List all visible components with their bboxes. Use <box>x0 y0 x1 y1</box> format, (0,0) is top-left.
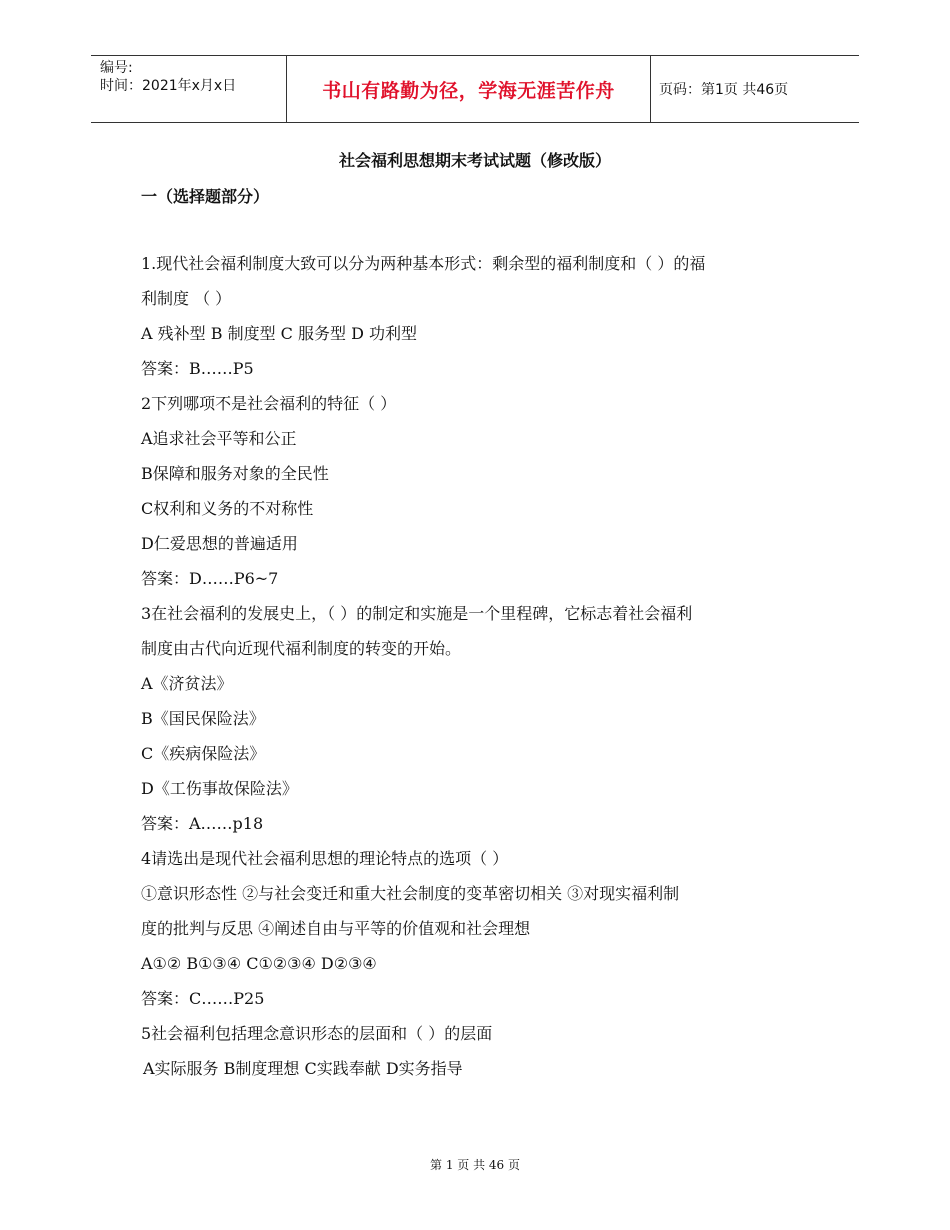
answer-line: 答案：A……p18 <box>141 814 264 833</box>
option-line: A追求社会平等和公正 <box>141 429 297 448</box>
answer-line: 答案：D……P6~7 <box>141 569 279 588</box>
header-page-info: 页码：第1页 共46页 <box>659 82 789 98</box>
option-line: A实际服务 B制度理想 C实践奉献 D实务指导 <box>143 1059 463 1078</box>
text-line: A 残补型 B 制度型 C 服务型 D 功利型 <box>141 324 417 343</box>
document-time-label: 时间：2021年x月x日 <box>100 78 237 94</box>
option-line: A《济贫法》 <box>141 674 233 693</box>
option-line: D《工伤事故保险法》 <box>141 779 298 798</box>
header-motto: 书山有路勤为径，学海无涯苦作舟 <box>322 79 615 102</box>
text-line: 5社会福利包括理念意识形态的层面和（ ）的层面 <box>141 1024 493 1043</box>
header-motto-cell <box>286 56 651 122</box>
option-line: A①② B①③④ C①②③④ D②③④ <box>141 954 377 973</box>
document-title: 社会福利思想期末考试试题（修改版） <box>338 151 611 170</box>
page-header <box>91 55 859 123</box>
option-line: C《疾病保险法》 <box>141 744 266 763</box>
text-line: 4请选出是现代社会福利思想的理论特点的选项（ ） <box>141 849 509 868</box>
text-line: 3在社会福利的发展史上，（ ）的制定和实施是一个里程碑，它标志着社会福利 <box>141 604 693 623</box>
answer-line: 答案：C……P25 <box>141 989 265 1008</box>
text-line: 1.现代社会福利制度大致可以分为两种基本形式：剩余型的福利制度和（ ）的福 <box>141 254 706 273</box>
text-line: 制度由古代向近现代福利制度的转变的开始。 <box>141 639 462 658</box>
option-line: D仁爱思想的普遍适用 <box>141 534 298 553</box>
question-body <box>141 246 821 1086</box>
document-code-label: 编号: <box>100 60 133 76</box>
text-line: 利制度 （ ） <box>141 289 232 308</box>
text-line: 度的批判与反思 ④阐述自由与平等的价值观和社会理想 <box>141 919 531 938</box>
option-line: B《国民保险法》 <box>141 709 265 728</box>
header-meta-cell <box>91 56 286 122</box>
option-line: C权利和义务的不对称性 <box>141 499 314 518</box>
header-page-cell <box>649 56 859 122</box>
text-line: ①意识形态性 ②与社会变迁和重大社会制度的变革密切相关 ③对现实福利制 <box>141 884 680 903</box>
answer-line: 答案：B……P5 <box>141 359 254 378</box>
text-line: 2下列哪项不是社会福利的特征（ ） <box>141 394 397 413</box>
option-line: B保障和服务对象的全民性 <box>141 464 329 483</box>
section-title: 一（选择题部分） <box>141 187 270 206</box>
page-footer: 第 1 页 共 46 页 <box>430 1158 520 1172</box>
